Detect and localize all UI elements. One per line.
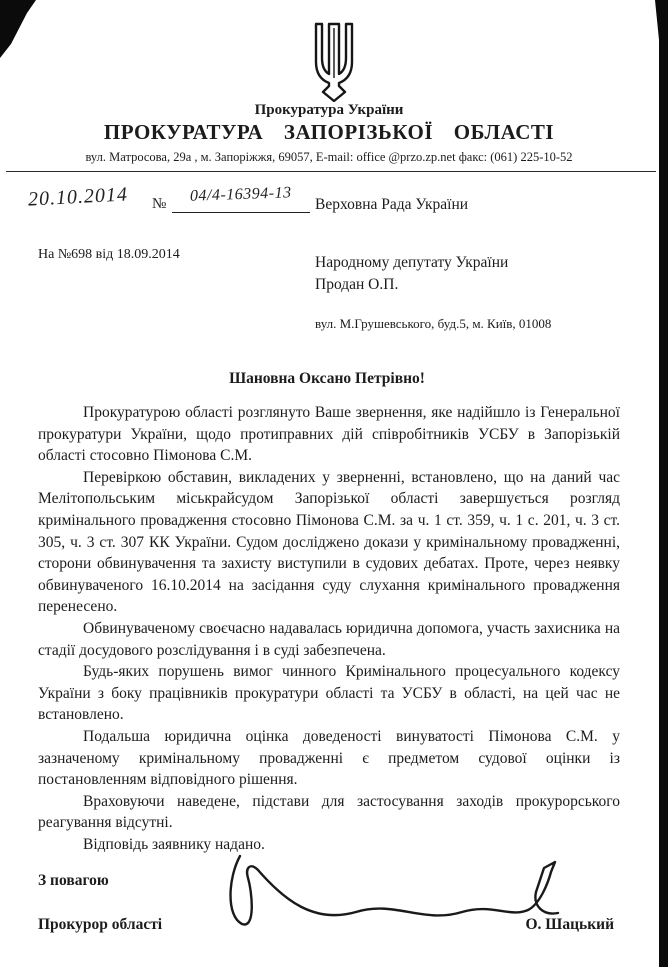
handwritten-date: 20.10.2014: [27, 183, 129, 211]
org-address-line: вул. Матросова, 29а , м. Запоріжжя, 69057, E-mail: office @przo.zp.net факс: (061) 225-10-52: [85, 150, 573, 164]
scan-artifact-top-left: [0, 0, 40, 60]
ref-number-field: [172, 186, 310, 213]
signer-name: О. Шацький: [525, 916, 614, 933]
body-paragraph: Подальша юридична оцінка доведеності винуватості Пімонова С.М. у зазначеному кримінальному провадженні є предметом судової оцінки із постановленням відповідного рішення.: [38, 727, 620, 789]
reply-reference: На №698 від 18.09.2014: [38, 247, 180, 262]
body-paragraph: Прокуратурою області розглянуто Ваше звернення, яке надійшло із Генеральної прокуратури України, щодо протиправних дій співробітників УСБУ в Запорізькій області стосовно Пімонова С.М.: [38, 404, 620, 465]
ref-number-label: №: [152, 196, 167, 212]
body-paragraph: Будь-яких порушень вимог чинного Кримінального процесуального кодексу України з боку працівників прокуратури області та УСБУ в області, на цей час не встановлено.: [38, 663, 620, 724]
salutation: Шановна Оксано Петрівно!: [229, 370, 425, 387]
org-parent-name: Прокуратура України: [254, 102, 404, 118]
body-paragraph: Обвинуваченому своєчасно надавалась юридична допомога, участь захисника на стадії досудового розслідування і в суді забезпечена.: [38, 619, 620, 659]
recipient-address: вул. М.Грушевського, буд.5, м. Київ, 01008: [315, 316, 552, 331]
recipient-title-line: Народному депутату України: [315, 254, 509, 271]
signer-position: Прокурор області: [38, 916, 163, 933]
letter-body: [38, 402, 620, 855]
body-paragraph: Відповідь заявнику надано.: [83, 835, 265, 853]
body-paragraph: Враховуючи наведене, підстави для застосування заходів прокурорського реагування відсутні.: [38, 792, 620, 832]
addressee-org: Верховна Рада України: [315, 196, 469, 213]
signature-scribble: [218, 828, 580, 946]
closing-regards: З повагою: [38, 872, 109, 889]
ukraine-trident-emblem-icon: [306, 22, 362, 102]
recipient-name-line: Продан О.П.: [315, 276, 399, 293]
recipient-block: [315, 252, 508, 296]
handwritten-ref-number: 04/4-16394-13: [189, 184, 293, 205]
org-title: ПРОКУРАТУРА ЗАПОРІЗЬКОЇ ОБЛАСТІ: [103, 120, 555, 144]
body-paragraph: Перевіркою обставин, викладених у зверненні, встановлено, що на даний час Мелітопольським міськрайсудом Запорізької області завершується розгляд кримінального провадження стосовно Пімонова С.М. за ч. 1 ст. 359, ч. 1 с. 201, ч. 3 ст. 305, ч. 3 ст. 307 КК України. Судом досліджено докази у кримінальному провадженні, сторони обвинувачення та захисту виступили в судових дебатах. Проте, через неявку обвинуваченого 16.10.2014 на засідання суду слухання кримінального провадження перенесено.: [38, 468, 620, 616]
letterhead-divider: [6, 171, 656, 172]
scan-artifact-right-edge: [659, 0, 668, 967]
